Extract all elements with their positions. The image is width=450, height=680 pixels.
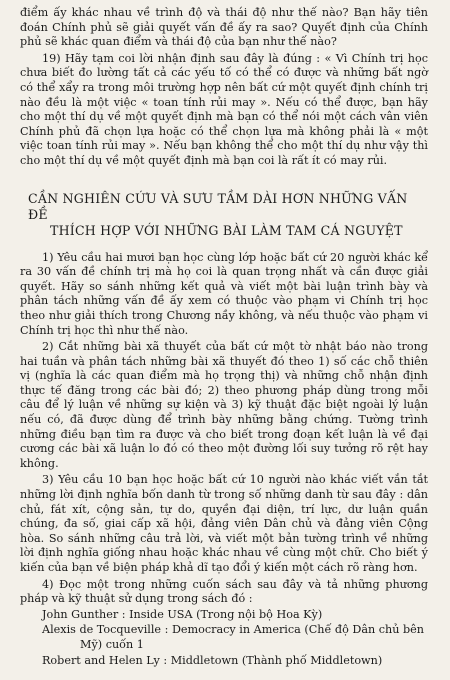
book-reference-1-text: John Gunther : Inside USA (Trong nội bộ Hoa Kỳ): [42, 607, 323, 621]
section-gap: [20, 169, 428, 191]
exercise-4: 4) Đọc một trong những cuốn sách sau đây và tả những phương pháp và kỹ thuật sử dụng trong sách đó :: [20, 577, 428, 606]
book-reference-2: [20, 623, 428, 652]
book-reference-1: [20, 608, 428, 623]
book-reference-2-text: Alexis de Tocqueville : Democracy in America (Chế độ Dân chủ bên: [42, 623, 425, 637]
exercise-3: 3) Yêu cầu 10 bạn học hoặc bất cứ 10 người nào khác viết vắn tắt những lời định nghĩa bốn danh từ trong số những danh từ sau đây : dân chủ, fát xít, cộng sản, tự do, quyền đại diện, trí lực, dư luận quần chúng, đa số, giai cấp xã hội, đảng viên Dân chủ và đảng viên Cộng hòa. So sánh những câu trả lời, và viết một bản tường trình về những lời định nghĩa giống nhau hoặc khác nhau về cùng một chữ. Cho biết ý kiến của bạn về biện pháp khả dĩ tạo đổi ý kiến một cách rõ ràng hơn.: [20, 473, 428, 574]
exercise-2: 2) Cắt những bài xã thuyết của bất cứ một tờ nhật báo nào trong hai tuần và phân tách những bài xã thuyết đó theo 1) số các chỗ thiên vị (nghĩa là các quan điểm mà họ trọng thị) và những chỗ nhận định thực tế đăng trong các bài đó; 2) theo phương pháp dùng trong mỗi câu để lý luận về những sự kiện và 3) kỹ thuật đặc biệt ngoài lý luận nếu có, đã được dùng để trình bày những bằng chứng. Tường trình những điều bạn tìm ra được và cho biết trong đoạn kết luận là về đại cương các bài xã luận lo đó có theo một đường lối suy tưởng rõ rệt hay không.: [20, 340, 428, 470]
book-reference-2-continuation: Mỹ) cuốn 1: [80, 637, 144, 651]
section-heading-line2: THÍCH HỢP VỚI NHỮNG BÀI LÀM TAM CÁ NGUYỆT: [50, 222, 403, 238]
section-heading-line1: CẦN NGHIÊN CỨU VÀ SƯU TẦM DÀI HƠN NHỮNG VẤN ĐỀ: [28, 190, 408, 222]
book-reference-3: [20, 654, 428, 669]
question-19: 19) Hãy tạm coi lời nhận định sau đây là đúng : « Vì Chính trị học chưa biết đo lường tất cả các yếu tố có thể có được và những bất ngờ có thể xẩy ra trong môi trường hợp nên bất cứ một quyết định chính trị nào đều là một việc « toan tính rủi may ». Nếu có thể được, bạn hãy cho một thí dụ về một quyết định mà bạn có thể nói một cách vân viên Chính phủ đã chọn lựa hoặc có thể chọn lựa mà không phải là « một việc toan tính rủi may ». Nếu bạn không thể cho một thí dụ như vậy thì cho một thí dụ về một quyết định mà bạn coi là rất ít có may rủi.: [20, 51, 428, 167]
book-reference-3-text: Robert and Helen Ly : Middletown (Thành phố Middletown): [42, 653, 383, 667]
exercise-1: 1) Yêu cầu hai mươi bạn học cùng lớp hoặc bất cứ 20 người khác kể ra 30 vấn đề chính trị mà họ coi là quan trọng nhất và cần được giải quyết. Hãy so sánh những kết quả và viết một bài luận trình bày và phân tách những vấn đề ấy xem có thuộc vào phạm vi Chính trị học theo như giải thích trong Chương nầy không, và nếu thuộc vào phạm vi Chính trị học thì như thế nào.: [20, 250, 428, 337]
intro-paragraph-end: điểm ấy khác nhau về trình độ và thái độ như thế nào? Bạn hãy tiên đoán Chính phủ sẽ giải quyết vấn đề ấy ra sao? Quyết định của Chính phủ sẽ khác quan điểm và thái độ của bạn như thế nào?: [20, 6, 428, 49]
heading-gap: [20, 239, 428, 251]
